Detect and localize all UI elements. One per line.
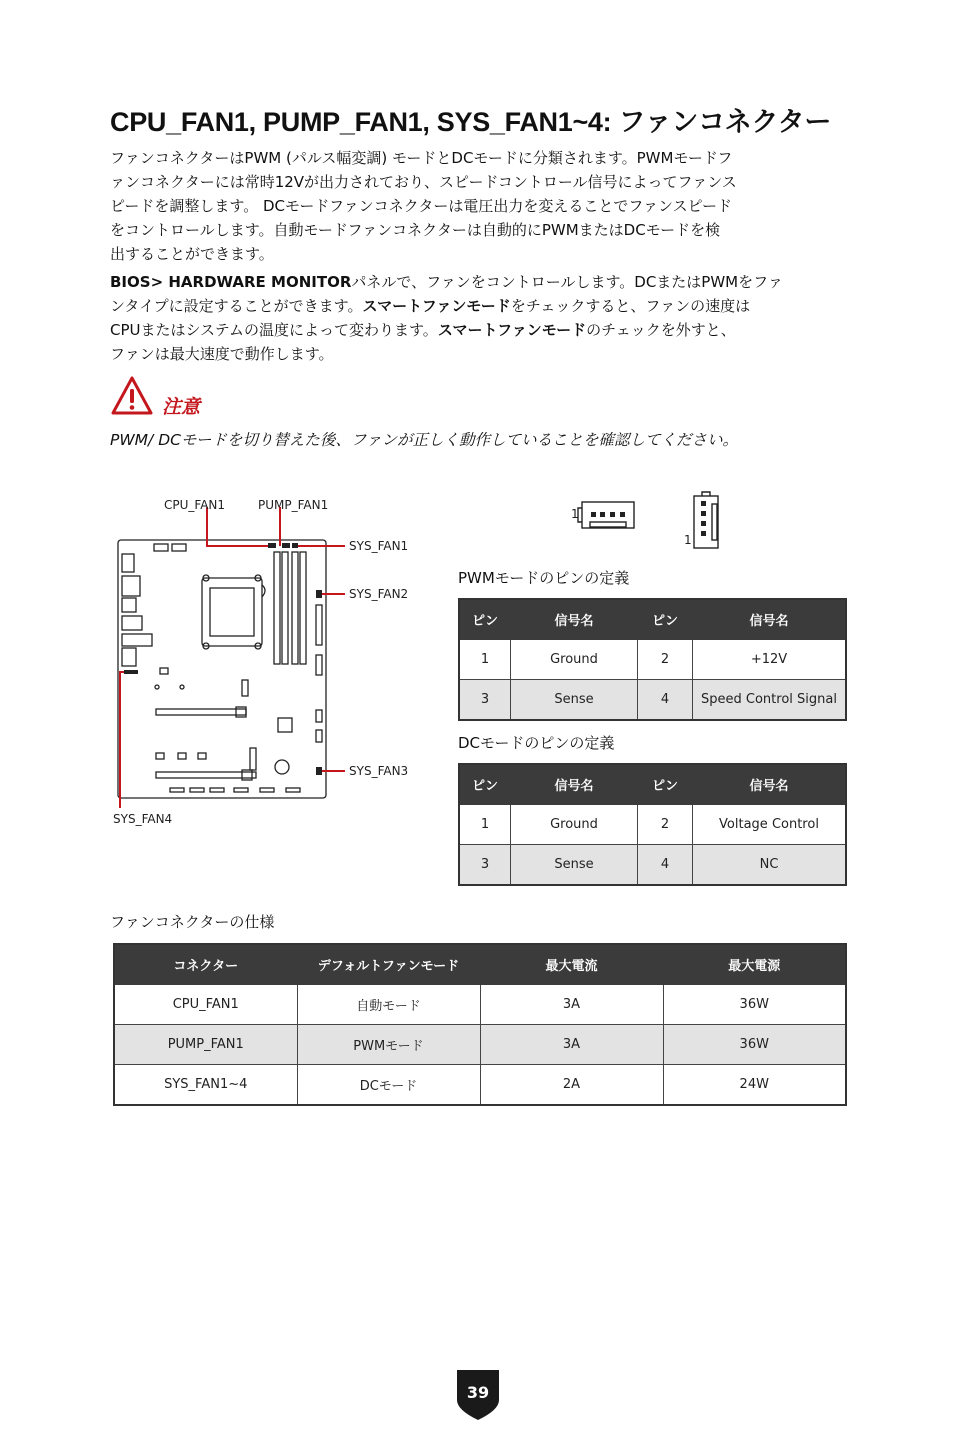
pwm-pin-table <box>458 598 847 721</box>
pump-fan1-label: PUMP_FAN1 <box>258 498 329 512</box>
table-cell: 3 <box>459 845 511 886</box>
warning-icon <box>110 375 154 417</box>
intro-line: 出することができます。 <box>110 245 274 263</box>
table-header: ピン <box>459 599 511 640</box>
smart-fan-mode: スマートファンモード <box>437 321 587 339</box>
bios-text: パネルで、ファンをコントロールします。DCまたはPWMをファ <box>351 273 783 291</box>
table-cell: 3A <box>480 1025 663 1065</box>
table-header-row <box>459 599 846 640</box>
bios-text: をチェックすると、ファンの速度は <box>510 297 751 315</box>
intro-line: をコントロールします。自動モードファンコネクターは自動的にPWMまたはDCモードを検 <box>110 221 721 239</box>
bios-text: のチェックを外すと、 <box>586 321 736 339</box>
caution-text: PWM/ DCモードを切り替えた後、ファンが正しく動作していることを確認してください。 <box>110 431 739 449</box>
table-cell: SYS_FAN1~4 <box>114 1065 297 1106</box>
page-number-badge <box>457 1370 499 1420</box>
spec-caption: ファンコネクターの仕様 <box>110 913 275 931</box>
cpu-fan1-label: CPU_FAN1 <box>164 498 226 512</box>
table-cell: 1 <box>459 640 511 680</box>
table-cell: 24W <box>663 1065 846 1106</box>
bios-text: CPUまたはシステムの温度によって変わります。 <box>110 321 438 339</box>
table-row <box>114 1025 846 1065</box>
table-header: 最大電流 <box>480 944 663 985</box>
motherboard-diagram <box>110 490 430 840</box>
pin-one-label: 1 <box>684 533 692 547</box>
table-row <box>459 805 846 845</box>
pin-one-label: 1 <box>571 507 579 521</box>
bios-path: BIOS> HARDWARE MONITOR <box>110 273 352 291</box>
table-header: 信号名 <box>511 599 638 640</box>
fan-spec-table <box>113 943 847 1106</box>
bios-line: ファンは最大速度で動作します。 <box>110 345 334 363</box>
table-row <box>459 640 846 680</box>
table-header: 信号名 <box>693 599 847 640</box>
table-cell: 2 <box>638 640 693 680</box>
intro-line: ァンコネクターには常時12Vが出力されており、スピードコントロール信号によってファンス <box>110 173 737 191</box>
dc-pin-table <box>458 763 847 886</box>
bios-line <box>110 270 850 294</box>
caution-label: 注意 <box>162 396 201 418</box>
table-cell: 36W <box>663 1025 846 1065</box>
table-cell: 4 <box>638 845 693 886</box>
table-cell: 3A <box>480 985 663 1025</box>
page-number: 39 <box>466 1383 490 1402</box>
table-cell: +12V <box>693 640 847 680</box>
table-row <box>459 680 846 721</box>
table-header: 最大電源 <box>663 944 846 985</box>
table-cell: 2A <box>480 1065 663 1106</box>
bios-text: ンタイプに設定することができます。 <box>110 297 363 315</box>
table-header-row <box>114 944 846 985</box>
dc-caption: DCモードのピンの定義 <box>458 734 615 752</box>
table-cell: NC <box>693 845 847 886</box>
table-row <box>114 985 846 1025</box>
table-header: ピン <box>638 764 693 805</box>
intro-paragraph <box>110 146 850 266</box>
table-cell: 4 <box>638 680 693 721</box>
table-cell: 2 <box>638 805 693 845</box>
table-cell: Sense <box>511 680 638 721</box>
smart-fan-mode: スマートファンモード <box>362 297 511 315</box>
sys-fan4-label: SYS_FAN4 <box>113 812 173 826</box>
sys-fan4-leader <box>120 672 138 808</box>
table-cell: PUMP_FAN1 <box>114 1025 297 1065</box>
table-row <box>459 845 846 886</box>
table-header: 信号名 <box>511 764 638 805</box>
table-header: 信号名 <box>693 764 847 805</box>
table-cell: 36W <box>663 985 846 1025</box>
sys-fan2-label: SYS_FAN2 <box>349 587 409 601</box>
table-cell: Sense <box>511 845 638 886</box>
table-header: ピン <box>459 764 511 805</box>
table-header-row <box>459 764 846 805</box>
table-cell: Ground <box>511 640 638 680</box>
table-cell: Speed Control Signal <box>693 680 847 721</box>
table-cell: PWMモード <box>297 1025 480 1065</box>
fan-connector-pin-icons <box>560 490 740 550</box>
table-cell: 3 <box>459 680 511 721</box>
page-title: CPU_FAN1, PUMP_FAN1, SYS_FAN1~4: ファンコネクター <box>110 107 832 137</box>
table-cell: 自動モード <box>297 985 480 1025</box>
sys-fan3-label: SYS_FAN3 <box>349 764 409 778</box>
pwm-caption: PWMモードのピンの定義 <box>458 569 630 587</box>
table-cell: CPU_FAN1 <box>114 985 297 1025</box>
table-cell: Voltage Control <box>693 805 847 845</box>
sys-fan1-label: SYS_FAN1 <box>349 539 409 553</box>
intro-line: ピードを調整します。 DCモードファンコネクターは電圧出力を変えることでファンスピード <box>110 197 732 215</box>
table-cell: 1 <box>459 805 511 845</box>
table-cell: DCモード <box>297 1065 480 1106</box>
table-header: デフォルトファンモード <box>297 944 480 985</box>
table-header: コネクター <box>114 944 297 985</box>
table-cell: Ground <box>511 805 638 845</box>
bios-line <box>110 318 850 342</box>
table-row <box>114 1065 846 1106</box>
bios-line <box>110 294 850 318</box>
bios-paragraph <box>110 270 850 366</box>
table-header: ピン <box>638 599 693 640</box>
intro-line: ファンコネクターはPWM (パルス幅変調) モードとDCモードに分類されます。PWMモードフ <box>110 149 733 167</box>
